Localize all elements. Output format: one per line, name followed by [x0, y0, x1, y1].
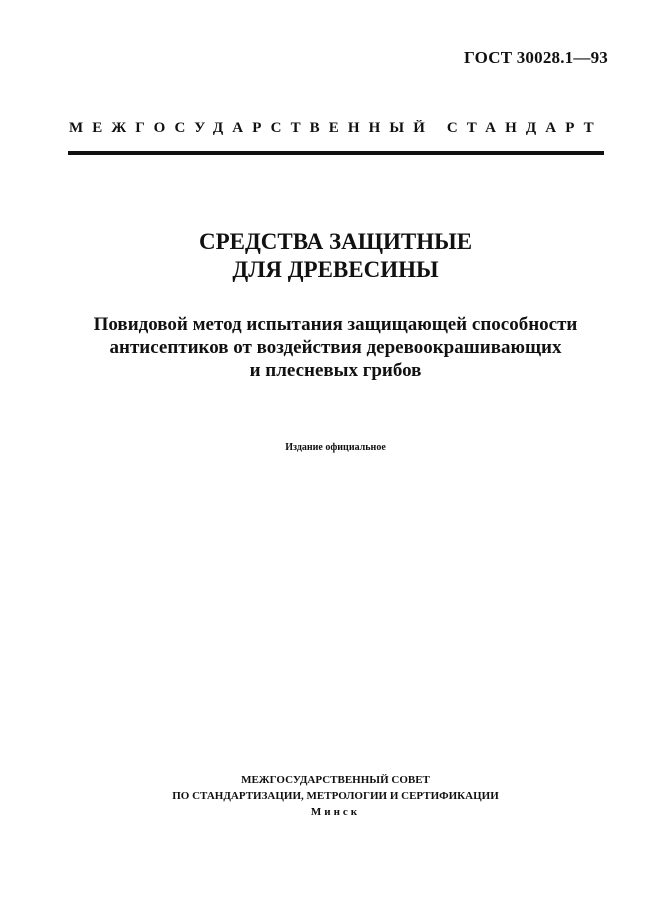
subtitle-line: и плесневых грибов: [249, 360, 422, 381]
publisher-line: ПО СТАНДАРТИЗАЦИИ, МЕТРОЛОГИИ И СЕРТИФИКАЦИИ: [172, 790, 499, 802]
document-title: [0, 228, 671, 284]
edition-note: Издание официальное: [285, 442, 386, 453]
publisher-city: Минск: [310, 806, 361, 818]
header-rule: [68, 151, 604, 155]
publisher-block: [0, 772, 671, 820]
title-line: СРЕДСТВА ЗАЩИТНЫЕ: [198, 229, 473, 254]
subtitle-line: Повидовой метод испытания защищающей способности: [93, 314, 578, 335]
title-line: ДЛЯ ДРЕВЕСИНЫ: [232, 257, 439, 282]
subtitle-line: антисептиков от воздействия деревоокрашивающих: [109, 337, 562, 358]
document-subtitle: [0, 313, 671, 382]
publisher-line: МЕЖГОСУДАРСТВЕННЫЙ СОВЕТ: [241, 774, 430, 786]
document-number: ГОСТ 30028.1—93: [464, 48, 608, 67]
standard-type-heading: МЕЖГОСУДАРСТВЕННЫЙ СТАНДАРТ: [69, 120, 603, 136]
